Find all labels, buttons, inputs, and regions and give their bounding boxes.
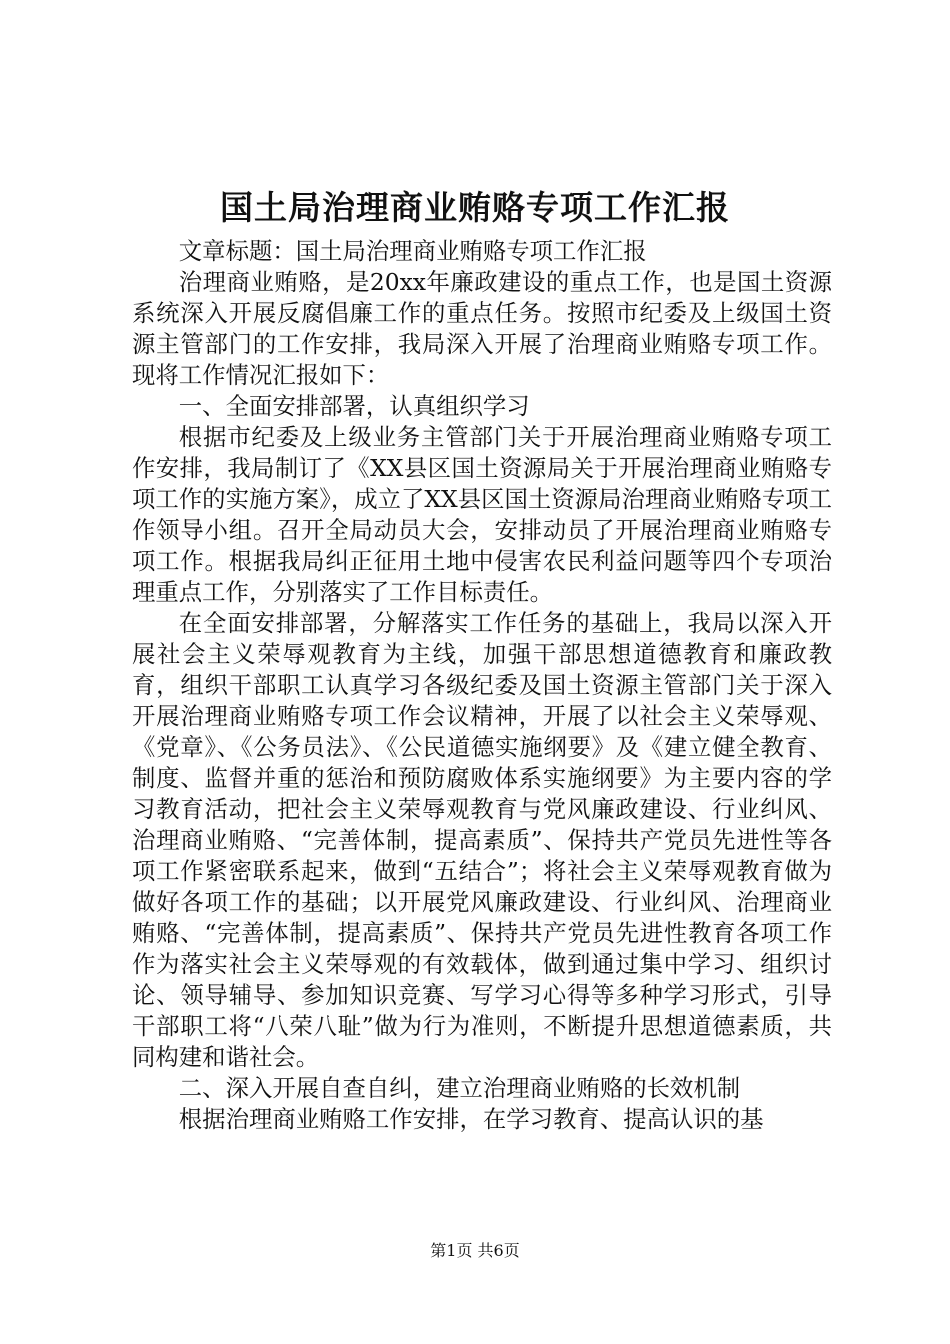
paragraph: 根据市纪委及上级业务主管部门关于开展治理商业贿赂专项工作安排，我局制订了《XX县区国土资源局关于开展治理商业贿赂专项工作的实施方案》，成立了XX县区国土资源局治理商业贿赂专项工作领导小组。召开全局动员大会，安排动员了开展治理商业贿赂专项工作。根据我局纠正征用土地中侵害农民利益问题等四个专项治理重点工作，分别落实了工作目标责任。 bbox=[132, 423, 832, 606]
paragraph: 在全面安排部署，分解落实工作任务的基础上，我局以深入开展社会主义荣辱观教育为主线，加强干部思想道德教育和廉政教育，组织干部职工认真学习各级纪委及国土资源主管部门关于深入开展治理商业贿赂专项工作会议精神，开展了以社会主义荣辱观、《党章》、《公务员法》、《公民道德实施纲要》及《建立健全教育、制度、监督并重的惩治和预防腐败体系实施纲要》为主要内容的学习教育活动，把社会主义荣辱观教育与党风廉政建设、行业纠风、治理商业贿赂、“完善体制，提高素质”、保持共产党员先进性等各项工作紧密联系起来，做到“五结合”；将社会主义荣辱观教育做为做好各项工作的基础；以开展党风廉政建设、行业纠风、治理商业贿赂、“完善体制，提高素质”、保持共产党员先进性教育各项工作作为落实社会主义荣辱观的有效载体，做到通过集中学习、组织讨论、领导辅导、参加知识竞赛、写学习心得等多种学习形式，引导干部职工将“八荣八耻”做为行为准则，不断提升思想道德素质，共同构建和谐社会。 bbox=[132, 609, 832, 1071]
section-heading-2: 二、深入开展自查自纠，建立治理商业贿赂的长效机制 bbox=[178, 1074, 741, 1102]
intro-paragraph: 治理商业贿赂，是20xx年廉政建设的重点工作，也是国土资源系统深入开展反腐倡廉工作的重点任务。按照市纪委及上级国土资源主管部门的工作安排，我局深入开展了治理商业贿赂专项工作。现将工作情况汇报如下： bbox=[132, 268, 832, 389]
section-heading-1: 一、全面安排部署，认真组织学习 bbox=[178, 392, 530, 420]
document-body bbox=[132, 236, 832, 1135]
article-title-line: 文章标题：国土局治理商业贿赂专项工作汇报 bbox=[178, 237, 647, 265]
page-footer: 第1页 共6页 bbox=[430, 1241, 520, 1260]
paragraph: 根据治理商业贿赂工作安排，在学习教育、提高认识的基 bbox=[178, 1105, 764, 1133]
document-title: 国土局治理商业贿赂专项工作汇报 bbox=[220, 188, 730, 227]
